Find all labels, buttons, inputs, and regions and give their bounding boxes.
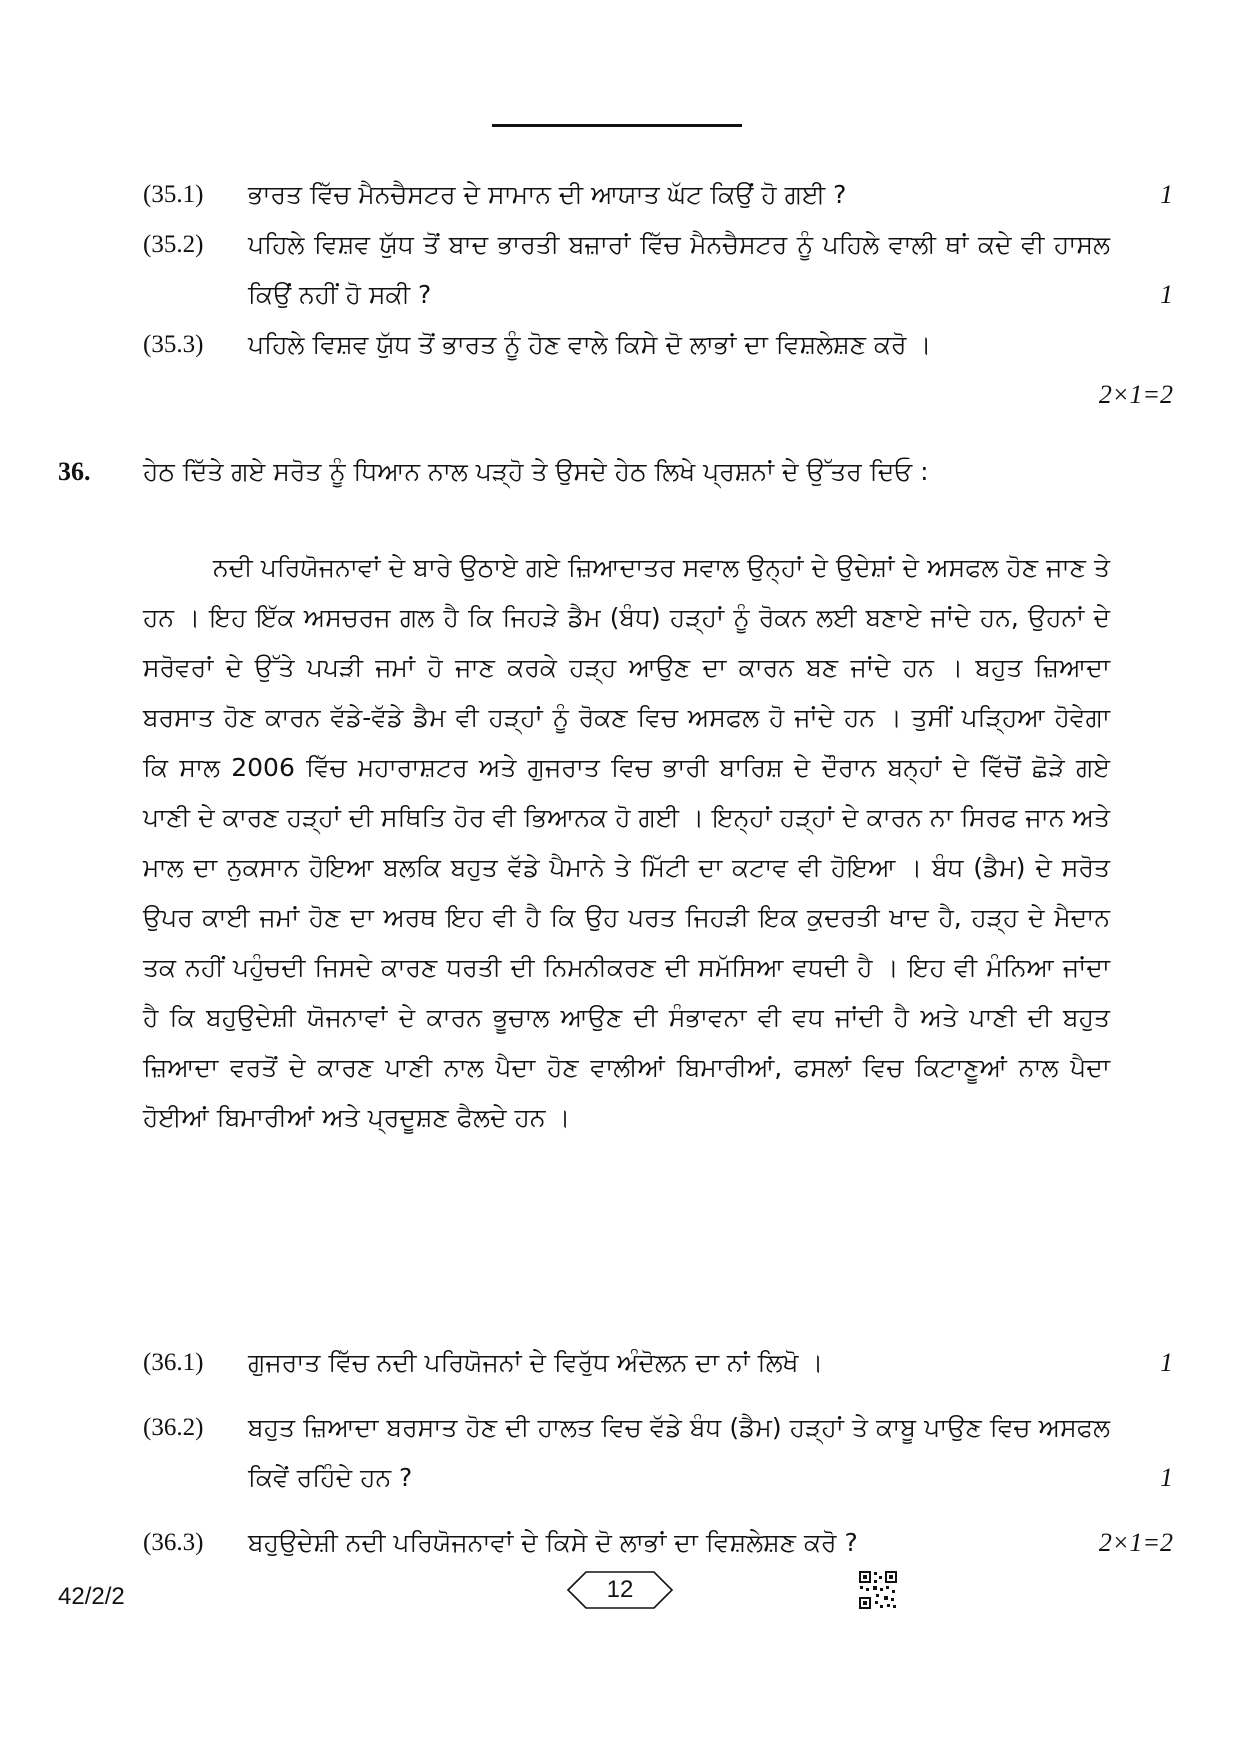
sub-question-number: (36.2) bbox=[143, 1414, 204, 1441]
qr-code-icon bbox=[858, 1570, 898, 1610]
sub-question-number: (36.1) bbox=[143, 1349, 204, 1376]
marks: 1 bbox=[1160, 1348, 1173, 1377]
question-36-1 bbox=[0, 1338, 1241, 1388]
paper-code: 42/2/2 bbox=[58, 1583, 125, 1610]
marks: 1 bbox=[1160, 1463, 1173, 1492]
sub-question-text: ਗੁਜਰਾਤ ਵਿੱਚ ਨਦੀ ਪਰਿਯੋਜਨਾਂ ਦੇ ਵਿਰੁੱਧ ਅੰਦੋਲਨ ਦਾ ਨਾਂ ਲਿਖੋ । bbox=[248, 1348, 824, 1377]
question-36-2 bbox=[0, 1403, 1241, 1503]
marks: 2×1=2 bbox=[1098, 380, 1173, 409]
page-number: 12 bbox=[606, 1576, 634, 1603]
sub-question-number: (35.3) bbox=[143, 331, 204, 358]
sub-question-text: ਭਾਰਤ ਵਿੱਚ ਮੈਨਚੈਸਟਰ ਦੇ ਸਾਮਾਨ ਦੀ ਆਯਾਤ ਘੱਟ ਕਿਉਂ ਹੋ ਗਈ ? bbox=[248, 180, 847, 209]
question-35-1 bbox=[0, 170, 1241, 220]
top-divider bbox=[492, 124, 742, 127]
sub-question-number: (35.1) bbox=[143, 181, 204, 208]
sub-question-text: ਬਹੁਤ ਜ਼ਿਆਦਾ ਬਰਸਾਤ ਹੋਣ ਦੀ ਹਾਲਤ ਵਿਚ ਵੱਡੇ ਬੰਧ (ਡੈਮ) ਹੜ੍ਹਾਂ ਤੇ ਕਾਬੂ ਪਾਉਣ ਵਿਚ ਅਸਫਲ ਕਿਵੇਂ ਰਹਿੰਦੇ ਹਨ ? bbox=[248, 1413, 1110, 1492]
sub-question-number: (36.3) bbox=[143, 1529, 204, 1556]
question-35-2 bbox=[0, 220, 1241, 320]
page-number-badge bbox=[566, 1570, 674, 1610]
question-instruction: ਹੇਠ ਦਿੱਤੇ ਗਏ ਸਰੋਤ ਨੂੰ ਧਿਆਨ ਨਾਲ ਪੜ੍ਹੋ ਤੇ ਉਸਦੇ ਹੇਠ ਲਿਖੇ ਪ੍ਰਸ਼ਨਾਂ ਦੇ ਉੱਤਰ ਦਿਓ : bbox=[143, 457, 929, 486]
marks: 1 bbox=[1160, 180, 1173, 209]
marks: 1 bbox=[1160, 280, 1173, 309]
source-passage: ਨਦੀ ਪਰਿਯੋਜਨਾਵਾਂ ਦੇ ਬਾਰੇ ਉਠਾਏ ਗਏ ਜ਼ਿਆਦਾਤਰ ਸਵਾਲ ਉਨ੍ਹਾਂ ਦੇ ਉਦੇਸ਼ਾਂ ਦੇ ਅਸਫਲ ਹੋਣ ਜਾਣ ਤੇ ਹਨ । ਇਹ ਇੱਕ ਅਸਚਰਜ ਗਲ ਹੈ ਕਿ ਜਿਹੜੇ ਡੈਮ (ਬੰਧ) ਹੜ੍ਹਾਂ ਨੂੰ ਰੋਕਨ ਲਈ ਬਣਾਏ ਜਾਂਦੇ ਹਨ, ਉਹਨਾਂ ਦੇ ਸਰੋਵਰਾਂ ਦੇ ਉੱਤੇ ਪਪੜੀ ਜਮਾਂ ਹੋ ਜਾਣ ਕਰਕੇ ਹੜ੍ਹ ਆਉਣ ਦਾ ਕਾਰਨ ਬਣ ਜਾਂਦੇ ਹਨ । ਬਹੁਤ ਜ਼ਿਆਦਾ ਬਰਸਾਤ ਹੋਣ ਕਾਰਨ ਵੱਡੇ-ਵੱਡੇ ਡੈਮ ਵੀ ਹੜ੍ਹਾਂ ਨੂੰ ਰੋਕਣ ਵਿਚ ਅਸਫਲ ਹੋ ਜਾਂਦੇ ਹਨ । ਤੁਸੀਂ ਪੜ੍ਹਿਆ ਹੋਵੇਗਾ ਕਿ ਸਾਲ 2006 ਵਿੱਚ ਮਹਾਰਾਸ਼ਟਰ ਅਤੇ ਗੁਜਰਾਤ ਵਿਚ ਭਾਰੀ ਬਾਰਿਸ਼ ਦੇ ਦੌਰਾਨ ਬਨ੍ਹਾਂ ਦੇ ਵਿੱਚੋਂ ਛੋੜੇ ਗਏ ਪਾਣੀ ਦੇ ਕਾਰਣ ਹੜ੍ਹਾਂ ਦੀ ਸਥਿਤਿ ਹੋਰ ਵੀ ਭਿਆਨਕ ਹੋ ਗਈ । ਇਨ੍ਹਾਂ ਹੜ੍ਹਾਂ ਦੇ ਕਾਰਨ ਨਾ ਸਿਰਫ ਜਾਨ ਅਤੇ ਮਾਲ ਦਾ ਨੁਕਸਾਨ ਹੋਇਆ ਬਲਕਿ ਬਹੁਤ ਵੱਡੇ ਪੈਮਾਨੇ ਤੇ ਮਿੱਟੀ ਦਾ ਕਟਾਵ ਵੀ ਹੋਇਆ । ਬੰਧ (ਡੈਮ) ਦੇ ਸਰੋਤ ਉਪਰ ਕਾਈ ਜਮਾਂ ਹੋਣ ਦਾ ਅਰਥ ਇਹ ਵੀ ਹੈ ਕਿ ਉਹ ਪਰਤ ਜਿਹੜੀ ਇਕ ਕੁਦਰਤੀ ਖਾਦ ਹੈ, ਹੜ੍ਹ ਦੇ ਮੈਦਾਨ ਤਕ ਨਹੀਂ ਪਹੁੰਚਦੀ ਜਿਸਦੇ ਕਾਰਣ ਧਰਤੀ ਦੀ ਨਿਮਨੀਕਰਣ ਦੀ ਸਮੱਸਿਆ ਵਧਦੀ ਹੈ । ਇਹ ਵੀ ਮੰਨਿਆ ਜਾਂਦਾ ਹੈ ਕਿ ਬਹੁਉਦੇਸ਼ੀ ਯੋਜਨਾਵਾਂ ਦੇ ਕਾਰਨ ਭੂਚਾਲ ਆਉਣ ਦੀ ਸੰਭਾਵਨਾ ਵੀ ਵਧ ਜਾਂਦੀ ਹੈ ਅਤੇ ਪਾਣੀ ਦੀ ਬਹੁਤ ਜ਼ਿਆਦਾ ਵਰਤੋਂ ਦੇ ਕਾਰਣ ਪਾਣੀ ਨਾਲ ਪੈਦਾ ਹੋਣ ਵਾਲੀਆਂ ਬਿਮਾਰੀਆਂ, ਫਸਲਾਂ ਵਿਚ ਕਿਟਾਣੂਆਂ ਨਾਲ ਪੈਦਾ ਹੋਈਆਂ ਬਿਮਾਰੀਆਂ ਅਤੇ ਪ੍ਰਦੂਸ਼ਣ ਫੈਲਦੇ ਹਨ । bbox=[143, 553, 1110, 1132]
question-35-3 bbox=[0, 320, 1241, 420]
sub-question-text: ਬਹੁਉਦੇਸ਼ੀ ਨਦੀ ਪਰਿਯੋਜਨਾਵਾਂ ਦੇ ਕਿਸੇ ਦੋ ਲਾਭਾਂ ਦਾ ਵਿਸ਼ਲੇਸ਼ਣ ਕਰੋ ? bbox=[248, 1528, 858, 1557]
question-36-3 bbox=[0, 1518, 1241, 1568]
sub-question-text: ਪਹਿਲੇ ਵਿਸ਼ਵ ਯੁੱਧ ਤੋਂ ਭਾਰਤ ਨੂੰ ਹੋਣ ਵਾਲੇ ਕਿਸੇ ਦੋ ਲਾਭਾਂ ਦਾ ਵਿਸ਼ਲੇਸ਼ਣ ਕਰੋ । bbox=[248, 330, 932, 359]
sub-question-text: ਪਹਿਲੇ ਵਿਸ਼ਵ ਯੁੱਧ ਤੋਂ ਬਾਦ ਭਾਰਤੀ ਬਜ਼ਾਰਾਂ ਵਿੱਚ ਮੈਨਚੈਸਟਰ ਨੂੰ ਪਹਿਲੇ ਵਾਲੀ ਥਾਂ ਕਦੇ ਵੀ ਹਾਸਲ ਕਿਉਂ ਨਹੀਂ ਹੋ ਸਕੀ ? bbox=[248, 230, 1110, 309]
sub-question-number: (35.2) bbox=[143, 231, 204, 258]
marks: 2×1=2 bbox=[1098, 1528, 1173, 1557]
question-number: 36. bbox=[58, 457, 91, 486]
